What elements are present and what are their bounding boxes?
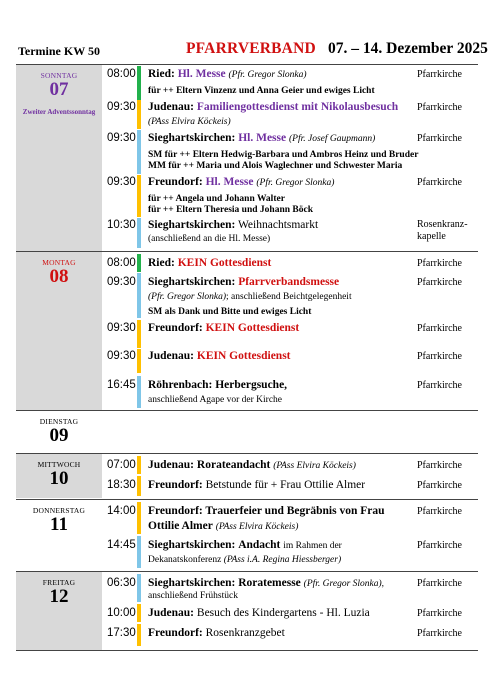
event-title: Röhrenbach: Herbergsuche, [148, 379, 288, 391]
event-title: Sieghartskirchen: Hl. Messe (Pfr. Josef Gaupmann) [148, 132, 376, 144]
event-title: Freundorf: Betstunde für + Frau Ottilie Almer [148, 479, 366, 491]
event-time: 09:30 [107, 132, 136, 144]
color-bar-freundorf [137, 624, 141, 646]
event-location: Pfarrkirche [417, 351, 462, 362]
day-subtitle: Zweiter Adventssonntag [22, 108, 96, 116]
color-bar-sieghartskirchen [137, 130, 141, 174]
event-title: Freundorf: Trauerfeier und Begräbnis von Frau [148, 505, 385, 517]
color-bar-roehrenbach [137, 376, 141, 408]
event-time: 18:30 [107, 479, 136, 491]
day-cell-sunday [16, 65, 102, 251]
day-number: 10 [49, 468, 69, 489]
event-title: Ried: Hl. Messe (Pfr. Gregor Slonka) [148, 68, 307, 80]
weekday-label: DONNERSTAG [32, 506, 86, 515]
event-location: Pfarrkirche [417, 277, 462, 288]
weekday-label: FREITAG [42, 578, 76, 587]
event-location: Pfarrkirche [417, 380, 462, 391]
event-location: Rosenkranz- kapelle [417, 219, 468, 242]
event-time: 09:30 [107, 276, 136, 288]
color-bar-sieghartskirchen [137, 273, 141, 318]
event-note: SM für ++ Eltern Hedwig-Barbara und Ambros Heinz und Bruder [148, 150, 419, 160]
day-number: 11 [50, 514, 68, 535]
color-bar-freundorf [137, 502, 141, 534]
event-location: Pfarrkirche [417, 506, 462, 517]
event-note: MM für ++ Maria und Alois Waglechner und Schwester Maria [148, 161, 403, 171]
event-note: (anschließend an die Hl. Messe) [148, 234, 271, 244]
event-priest: (Pfr. Gregor Slonka); anschließend Beichtgelegenheit [148, 292, 352, 302]
color-bar-judenau [137, 456, 141, 474]
event-note: anschließend Agape vor der Kirche [148, 395, 283, 405]
event-title: Freundorf: KEIN Gottesdienst [148, 322, 300, 334]
event-time: 08:00 [107, 257, 136, 269]
event-time: 14:45 [107, 539, 136, 551]
color-bar-sieghartskirchen [137, 574, 141, 602]
week-label: Termine KW 50 [18, 44, 101, 58]
event-title: Ried: KEIN Gottesdienst [148, 257, 272, 269]
weekday-label: MITTWOCH [37, 460, 81, 469]
event-title: Judenau: Rorateandacht (PAss Elvira Köckeis) [148, 459, 356, 471]
day-cell-friday [16, 572, 102, 650]
event-location: Pfarrkirche [417, 258, 462, 269]
event-time: 09:30 [107, 350, 136, 362]
event-location: Pfarrkirche [417, 460, 462, 471]
day-cell-tuesday [16, 411, 102, 453]
day-cell-wednesday [16, 454, 102, 498]
color-bar-freundorf [137, 476, 141, 496]
day-cell-thursday [16, 500, 102, 570]
event-time: 10:00 [107, 607, 136, 619]
event-time: 16:45 [107, 379, 136, 391]
weekday-label: DIENSTAG [39, 417, 79, 426]
day-number: 09 [49, 425, 69, 446]
event-title: Judenau: Familiengottesdienst mit Nikolausbesuch [148, 101, 399, 113]
event-title: Sieghartskirchen: Pfarrverbandsmesse [148, 276, 340, 288]
event-location: Pfarrkirche [417, 628, 462, 639]
event-time: 17:30 [107, 627, 136, 639]
event-location: Pfarrkirche [417, 177, 462, 188]
event-priest: (PAss Elvira Köckeis) [148, 117, 231, 127]
page-header [0, 40, 495, 62]
day-number: 07 [49, 79, 69, 100]
color-bar-judenau [137, 604, 141, 622]
event-location: Pfarrkirche [417, 69, 462, 80]
weekday-label: MONTAG [42, 258, 76, 267]
color-bar-sieghartskirchen [137, 218, 141, 248]
event-title: Freundorf: Rosenkranzgebet [148, 627, 285, 639]
color-bar-judenau [137, 100, 141, 129]
color-bar-ried [137, 66, 141, 100]
event-location: Pfarrkirche [417, 540, 462, 551]
color-bar-freundorf [137, 320, 141, 348]
event-title: Sieghartskirchen: Andacht im Rahmen der [148, 539, 342, 551]
day-number: 12 [49, 586, 69, 607]
event-note: anschließend Frühstück [148, 591, 238, 601]
event-note: für ++ Eltern Vinzenz und Anna Geier und ewiges Licht [148, 86, 375, 96]
event-title: Judenau: Besuch des Kindergartens - Hl. Luzia [148, 607, 370, 619]
event-location: Pfarrkirche [417, 608, 462, 619]
event-title: Sieghartskirchen: Weihnachtsmarkt [148, 219, 319, 231]
day-cell-monday [16, 252, 102, 410]
event-title: Sieghartskirchen: Roratemesse (Pfr. Gregor Slonka), [148, 577, 385, 589]
color-bar-sieghartskirchen [137, 536, 141, 568]
event-time: 09:30 [107, 101, 136, 113]
event-time: 14:00 [107, 505, 136, 517]
event-location: Pfarrkirche [417, 323, 462, 334]
event-note: Dekanatskonferenz (PAss i.A. Regina Hiessberger) [148, 555, 342, 565]
event-note: für ++ Eltern Theresia und Johann Böck [148, 205, 313, 215]
event-time: 10:30 [107, 219, 136, 231]
event-location: Pfarrkirche [417, 102, 462, 113]
parish-title: PFARRVERBAND [186, 40, 316, 57]
event-title-cont: Ottilie Almer (PAss Elvira Köckeis) [148, 520, 299, 532]
color-bar-ried [137, 254, 141, 272]
event-note: SM als Dank und Bitte und ewiges Licht [148, 307, 312, 317]
color-bar-freundorf [137, 175, 141, 217]
event-time: 06:30 [107, 577, 136, 589]
event-time: 07:00 [107, 459, 136, 471]
event-location: Pfarrkirche [417, 578, 462, 589]
date-range: 07. – 14. Dezember 2025 [328, 40, 488, 57]
divider [16, 650, 478, 651]
event-title: Judenau: KEIN Gottesdienst [148, 350, 291, 362]
event-time: 09:30 [107, 322, 136, 334]
day-number: 08 [49, 266, 69, 287]
event-title: Freundorf: Hl. Messe (Pfr. Gregor Slonka) [148, 176, 335, 188]
event-time: 09:30 [107, 176, 136, 188]
event-location: Pfarrkirche [417, 480, 462, 491]
weekday-label: SONNTAG [40, 71, 78, 80]
event-note: für ++ Angela und Johann Walter [148, 194, 285, 204]
event-time: 08:00 [107, 68, 136, 80]
color-bar-judenau [137, 349, 141, 373]
event-location: Pfarrkirche [417, 133, 462, 144]
